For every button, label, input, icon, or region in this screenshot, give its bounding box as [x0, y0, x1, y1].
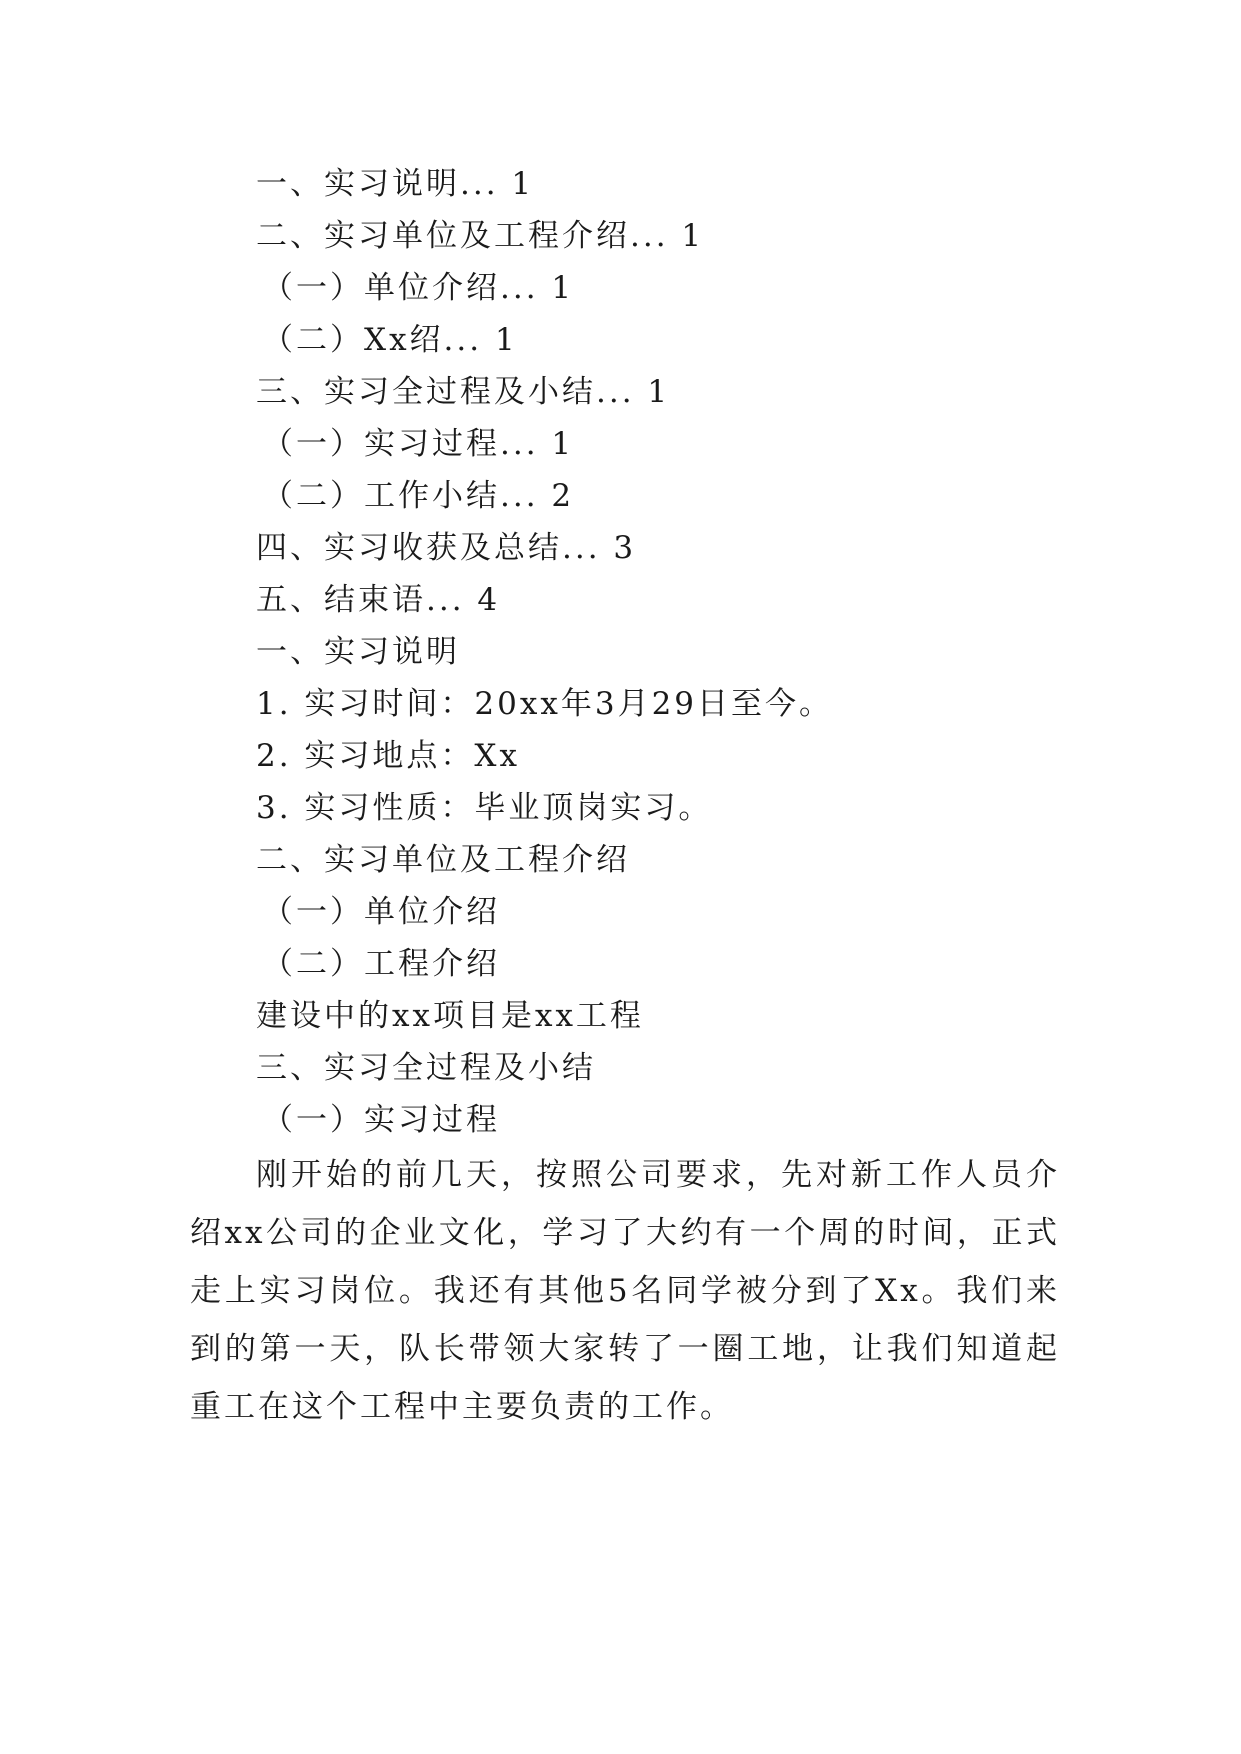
project-description: 建设中的xx项目是xx工程 — [256, 998, 644, 1034]
toc-entry-3: （一）单位介绍... 1 — [262, 270, 575, 306]
section-heading-2: 二、实习单位及工程介绍 — [256, 842, 630, 878]
toc-entry-8: 四、实习收获及总结... 3 — [256, 530, 637, 566]
toc-entry-7: （二）工作小结... 2 — [262, 478, 575, 514]
section-heading-1: 一、实习说明 — [256, 634, 460, 670]
list-item-location: 2. 实习地点：Xx — [256, 738, 520, 774]
subsection-heading-unit: （一）单位介绍 — [262, 894, 500, 930]
list-item-nature: 3. 实习性质：毕业顶岗实习。 — [256, 790, 713, 826]
subsection-heading-process: （一）实习过程 — [262, 1102, 500, 1138]
list-item-time: 1. 实习时间：20xx年3月29日至今。 — [256, 686, 834, 722]
toc-entry-2: 二、实习单位及工程介绍... 1 — [256, 218, 705, 254]
toc-entry-1: 一、实习说明... 1 — [256, 166, 535, 202]
toc-entry-5: 三、实习全过程及小结... 1 — [256, 374, 671, 410]
toc-entry-4: （二）Xx绍... 1 — [262, 322, 518, 358]
subsection-heading-project: （二）工程介绍 — [262, 946, 500, 982]
section-heading-3: 三、实习全过程及小结 — [256, 1050, 596, 1086]
toc-entry-9: 五、结束语... 4 — [256, 582, 501, 618]
toc-entry-6: （一）实习过程... 1 — [262, 426, 575, 462]
body-paragraph: 刚开始的前几天，按照公司要求，先对新工作人员介绍xx公司的企业文化，学习了大约有一个周的时间，正式走上实习岗位。我还有其他5名同学被分到了Xx。我们来到的第一天，队长带领大家转了一圈工地，让我们知道起重工在这个工程中主要负责的工作。 — [190, 1157, 1060, 1425]
